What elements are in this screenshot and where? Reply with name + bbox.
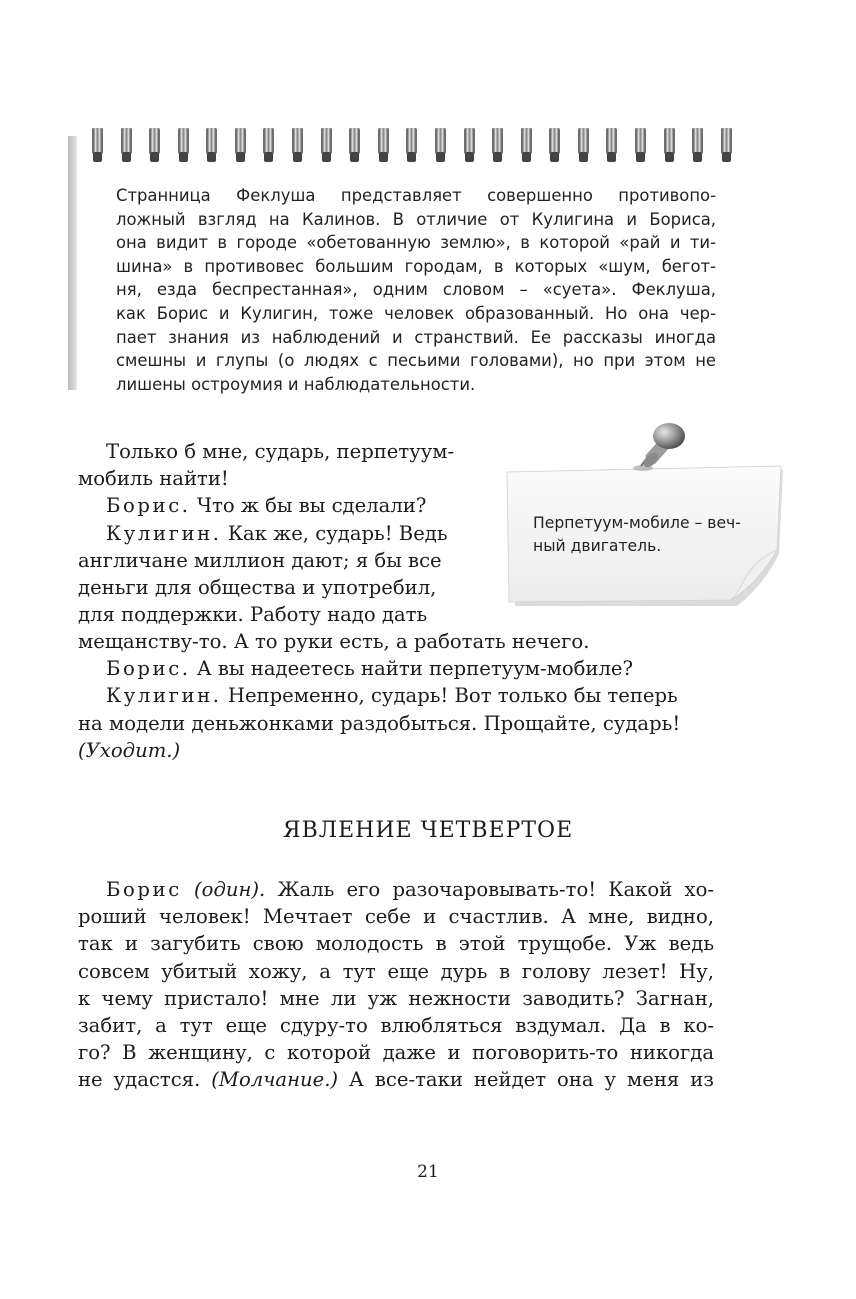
speaker-name: Борис. xyxy=(106,657,191,681)
speaker-name: Кулигин. xyxy=(106,684,222,708)
spiral-ring-icon xyxy=(263,128,274,162)
spiral-ring-icon xyxy=(606,128,617,162)
stage-direction: (один). xyxy=(181,878,266,901)
speech-text: Непременно, сударь! Вот только бы теперь xyxy=(221,684,678,708)
text-line: роший человек! Мечтает себе и счастлив. А мне, видно, xyxy=(78,905,714,929)
spiral-ring-icon xyxy=(121,128,132,162)
sidebar-line: лишены остроумия и наблюдательности. xyxy=(116,374,476,394)
spiral-ring-icon xyxy=(435,128,446,162)
text-line: так и загубить свою молодость в этой трущобе. Уж ведь xyxy=(78,932,714,956)
text-line: мобиль найти! xyxy=(78,467,229,491)
sidebar-line: смешны и глупы (о людях с песьими головами), но при этом не xyxy=(116,351,716,371)
speech-text: Как же, сударь! Ведь xyxy=(221,521,448,545)
spiral-ring-icon xyxy=(464,128,475,162)
page-number: 21 xyxy=(417,1162,439,1182)
text-line: забит, а тут еще сдуру-то влюбляться вздумал. Да в ко- xyxy=(78,1014,714,1038)
spiral-ring-icon xyxy=(521,128,532,162)
text-line xyxy=(78,876,714,903)
spiral-ring-icon xyxy=(378,128,389,162)
spiral-ring-icon xyxy=(664,128,675,162)
speaker-name: Кулигин. xyxy=(106,521,222,545)
stage-direction: (Уходит.) xyxy=(78,738,181,762)
notebook-left-edge xyxy=(68,136,77,390)
spiral-ring-icon xyxy=(178,128,189,162)
text-line: для поддержки. Работу надо дать xyxy=(78,603,428,627)
sticky-note-graphic xyxy=(505,410,795,610)
text-line: деньги для общества и употребил, xyxy=(78,576,437,600)
speech-text: Жаль его разочаровывать-то! Какой хо- xyxy=(265,878,714,901)
spiral-ring-icon xyxy=(292,128,303,162)
speech-text: А все-таки нейдет она у меня из xyxy=(338,1068,714,1092)
text-line xyxy=(78,682,714,709)
footnote-text xyxy=(533,512,783,558)
sidebar-line: ня, езда беспрестанная», одним словом – «суета». Феклуша, xyxy=(116,280,716,300)
spiral-ring-icon xyxy=(635,128,646,162)
text-line: го? В женщину, с которой даже и поговорить-то никогда xyxy=(78,1041,714,1065)
speech-text: не удастся. xyxy=(78,1068,212,1092)
text-line xyxy=(78,1066,714,1093)
spiral-ring-icon xyxy=(549,128,560,162)
speaker-name: Борис. xyxy=(106,494,191,518)
section-heading: ЯВЛЕНИЕ ЧЕТВЕРТОЕ xyxy=(282,818,574,843)
text-line: мещанству-то. А то руки есть, а работать нечего. xyxy=(78,630,590,653)
spiral-ring-icon xyxy=(692,128,703,162)
spiral-ring-icon xyxy=(321,128,332,162)
text-line: на модели деньжонками раздобыться. Прощайте, сударь! xyxy=(78,711,681,735)
sidebar-line: как Борис и Кулигин, тоже человек образованный. Но она чер- xyxy=(116,303,716,323)
footnote-line: ный двигатель. xyxy=(533,537,662,555)
text-line: англичане миллион дают; я бы все xyxy=(78,548,442,572)
spiral-ring-icon xyxy=(578,128,589,162)
text-line xyxy=(78,655,714,682)
sidebar-line: она видит в городе «обетованную землю», в которой «рай и ти- xyxy=(116,233,716,253)
footnote-sticky-note xyxy=(505,410,795,610)
stage-direction: (Молчание.) xyxy=(211,1068,339,1092)
sidebar-line: пает знания из наблюдений и странствий. Ее рассказы иногда xyxy=(116,327,716,347)
dialogue-narrow-block xyxy=(78,438,468,628)
sidebar-paragraph xyxy=(116,184,716,396)
spiral-ring-icon xyxy=(235,128,246,162)
footnote-line: Перпетуум-мобиле – веч- xyxy=(533,514,741,532)
spiral-ring-icon xyxy=(492,128,503,162)
speaker-name: Борис xyxy=(106,878,182,901)
text-line: совсем убитый хожу, а тут еще дурь в голову лезет! Ну, xyxy=(78,959,714,983)
spiral-ring-icon xyxy=(349,128,360,162)
sidebar-line: Странница Феклуша представляет совершенно противопо- xyxy=(116,186,716,205)
notebook-sidebar-box xyxy=(68,128,728,394)
section-paragraph xyxy=(78,876,714,1094)
spiral-binding xyxy=(92,128,732,162)
spiral-ring-icon xyxy=(406,128,417,162)
sidebar-line: ложный взгляд на Калинов. В отличие от Кулигина и Бориса, xyxy=(116,209,716,229)
spiral-ring-icon xyxy=(92,128,103,162)
spiral-ring-icon xyxy=(149,128,160,162)
text-line xyxy=(78,492,468,519)
speech-text: Что ж бы вы сделали? xyxy=(190,494,427,518)
text-line: Только б мне, сударь, перпетуум- xyxy=(106,440,455,463)
spiral-ring-icon xyxy=(206,128,217,162)
text-line xyxy=(78,520,468,547)
speech-text: А вы надеетесь найти перпетуум-мобиле? xyxy=(190,657,634,681)
sidebar-line: шина» в противовес большим городам, в которых «шум, бегот- xyxy=(116,256,716,276)
dialogue-wide-block xyxy=(78,628,714,764)
text-line: к чему пристало! мне ли уж нежности заводить? Загнан, xyxy=(78,986,714,1010)
spiral-ring-icon xyxy=(721,128,732,162)
